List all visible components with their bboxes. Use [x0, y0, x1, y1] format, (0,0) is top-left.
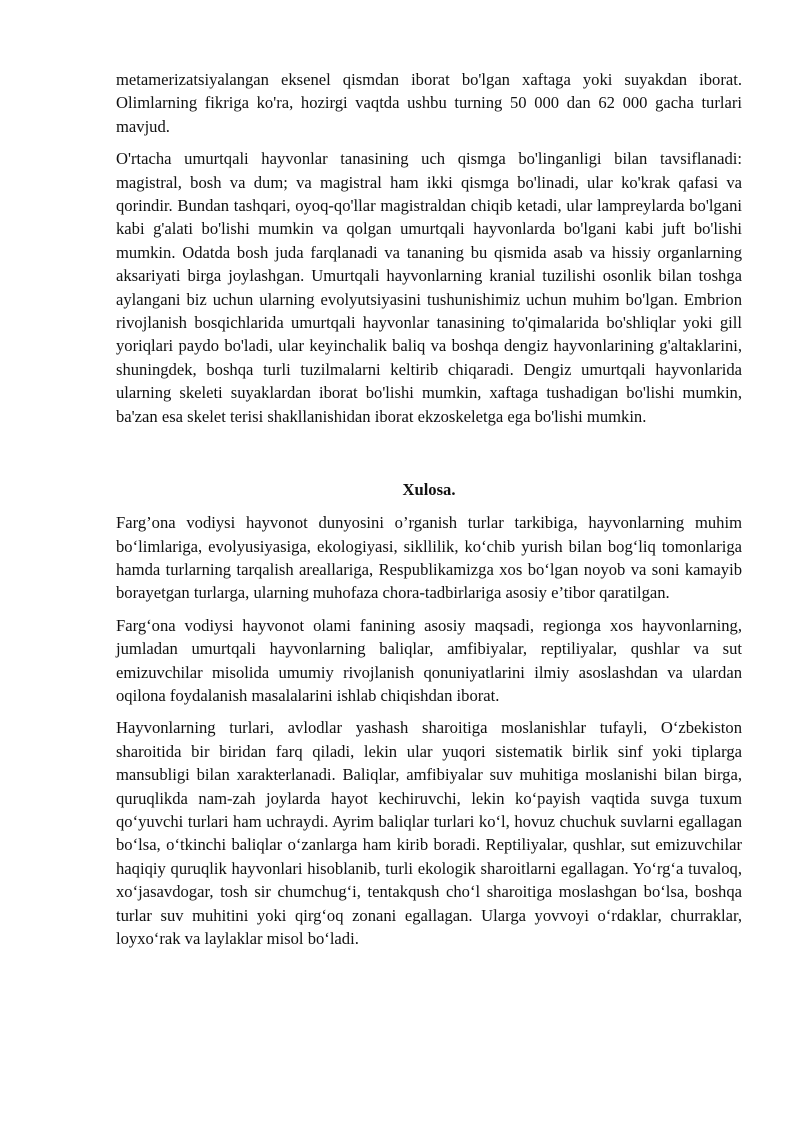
- paragraph-fergana-fauna-goal: Farg‘ona vodiysi hayvonot olami fanining asosiy maqsadi, regionga xos hayvonlarning, jumladan umurtqali hayvonlarning baliqlar, amfibiyalar, reptiliyalar, qushlar va sut emizuvchilar misolida umumiy rivojlanish qonuniyatlarini ilmiy asoslashdan va ulardan oqilona foydalanish masalalarini ishlab chiqishdan iborat.: [116, 615, 742, 705]
- section-heading-conclusion: Xulosa.: [402, 480, 456, 500]
- document-page: [116, 68, 742, 959]
- paragraph-animal-adaptations: Hayvonlarning turlari, avlodlar yashash sharoitiga moslanishlar tufayli, O‘zbekiston sharoitida bir biridan farq qiladi, lekin ular yuqori sistematik birlik sinf yoki tiplarga mansubligi bilan xarakterlanadi. Baliqlar, amfibiyalar suv muhitiga moslanishi bilan birga, quruqlikda nam-zah joylarda hayot kechiruvchi, lekin ko‘payish vaqtida suvga tuxum qo‘yuvchi turlari ham uchraydi. Ayrim baliqlar turlari ko‘l, hovuz chuchuk suvlarni egallagan bo‘lsa, o‘tkinchi baliqlar o‘zanlarga ham kirib boradi. Reptiliyalar, qushlar, sut emizuvchilar haqiqiy quruqlik hayvonlari hisoblanib, turli ekologik sharoitlarni egallagan. Yo‘rg‘a tuvaloq, xo‘jasavdogar, tosh sir chumchug‘i, tentakqush cho‘l sharoitiga moslashgan bo‘lsa, boshqa turlar suv muhitini yoki qirg‘oq zonani egallagan. Ularga yovvoyi o‘rdaklar, churraklar, loyxo‘rak va laylaklar misol bo‘ladi.: [116, 718, 742, 948]
- paragraph-fergana-fauna-study: Farg’ona vodiysi hayvonot dunyosini o’rganish turlar tarkibiga, hayvonlarning muhim bo‘limlariga, evolyusiyasiga, ekologiyasi, sikllilik, ko‘chib yurish bilan bog‘liq tomonlariga hamda turlarning tarqalish areallariga, Respublikamizga xos bo‘lgan noyob va soni kamayib borayetgan turlarga, ularning muhofaza chora-tadbirlariga asosiy e’tibor qaratilgan.: [116, 513, 742, 603]
- paragraph-metamerization: metamerizatsiyalangan eksenel qismdan iborat bo'lgan xaftaga yoki suyakdan iborat. Olimlarning fikriga ko'ra, hozirgi vaqtda ushbu turning 50 000 dan 62 000 gacha turlari mavjud.: [116, 70, 742, 136]
- paragraph-vertebrate-body: O'rtacha umurtqali hayvonlar tanasining uch qismga bo'linganligi bilan tavsiflanadi: magistral, bosh va dum; va magistral ham ikki qismga bo'linadi, ular ko'krak qafasi va qorindir. Bundan tashqari, oyoq-qo'llar magistraldan chiqib ketadi, ular lampreylarda bo'lgani kabi g'alati bo'lishi mumkin va qolgan umurtqali hayvonlarda bo'lgani kabi juft bo'lishi mumkin. Odatda bosh juda farqlanadi va tananing bu qismida asab va hissiy organlarning aksariyati birga joylashgan. Umurtqali hayvonlarning kranial tuzilishi osonlik bilan toshga aylangani biz uchun ularning evolyutsiyasini tushunishimiz uchun muhim bo'lgan. Embrion rivojlanish bosqichlarida umurtqali hayvonlar tanasining to'qimalarida bo'shliqlar yoki gill yoriqlari paydo bo'ladi, ular keyinchalik baliq va boshqa dengiz hayvonlarining g'altaklarini, shuningdek, boshqa turli tuzilmalarni keltirib chiqaradi. Dengiz umurtqali hayvonlarida ularning skeleti suyaklardan iborat bo'lishi mumkin, xaftaga tushadigan bo'lishi mumkin, ba'zan esa skelet terisi shakllanishidan iborat ekzoskeletga ega bo'lishi mumkin.: [116, 149, 742, 426]
